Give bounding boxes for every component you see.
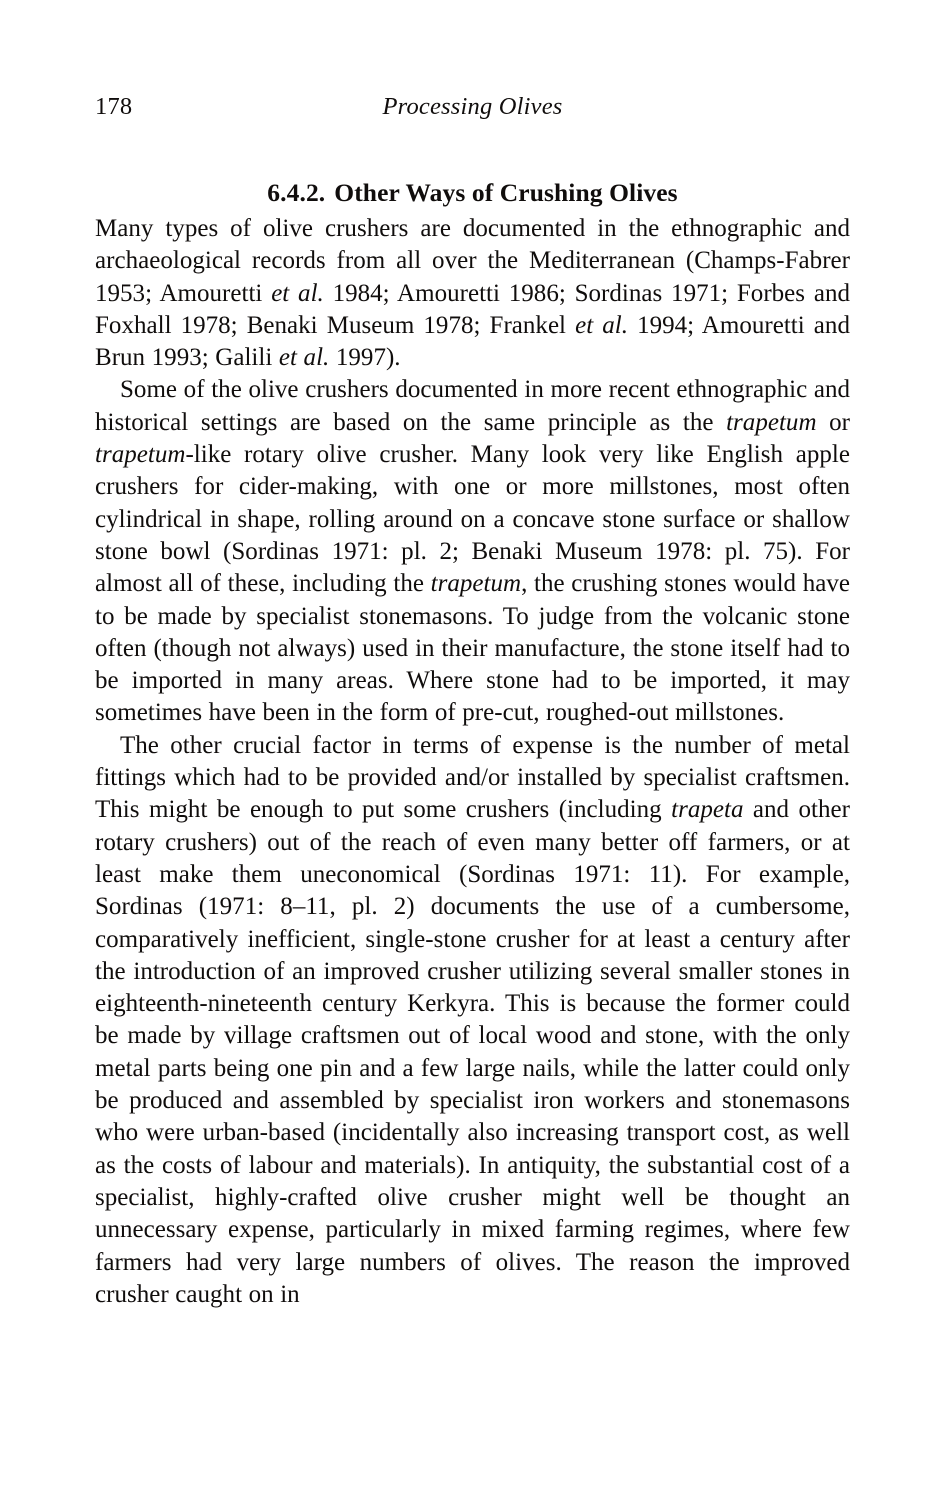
section-number: 6.4.2. <box>267 178 326 208</box>
text-run: or <box>816 408 851 436</box>
text-run: and other rotary crushers) out of the reach of even many better off farmers, or at least make them uneconomical (Sordinas 1971: 11). For example, Sordinas (1971: 8–11, pl. 2) documents the use of a cumbersome, comparatively inefficient, single-stone crusher for at least a century after the introduction of an improved crusher utilizing several smaller stones in eighteenth-nineteenth century Kerkyra. This is because the former could be made by village craftsmen out of local wood and stone, with the only metal parts being one pin and a few large nails, while the latter could only be produced and assembled by specialist iron workers and stonemasons who were urban-based (incidentally also increasing transport cost, as well as the costs of labour and materials). In antiquity, the substantial cost of a specialist, highly-crafted olive crusher might well be thought an unnecessary expense, particularly in mixed farming regimes, where few farmers had very large numbers of olives. The reason the improved crusher caught on in <box>95 796 850 1308</box>
body-paragraph <box>95 730 850 1311</box>
italic-term: et al. <box>271 279 324 307</box>
body-text-column <box>95 213 850 1311</box>
italic-term: trapetum <box>430 570 522 598</box>
text-run: The other crucial factor in terms of expense is the number of metal fittings which had to be provided and/or installed by specialist craftsmen. This might be enough to put some crushers (including <box>95 731 850 824</box>
italic-term: trapetum <box>726 408 817 436</box>
page-number: 178 <box>95 93 133 120</box>
text-run: Some of the olive crushers documented in more recent ethnographic and historical settings are based on the same principle as the <box>95 376 850 436</box>
text-run: 1994; Amouretti and Brun 1993; Galili <box>95 311 850 372</box>
text-run: , the crushing stones would have to be made by specialist stonemasons. To judge from the volcanic stone often (though not always) used in their manufacture, the stone itself had to be imported in many areas. Where stone had to be imported, it may sometimes have been in the form of pre-cut, roughed-out millstones. <box>95 570 850 727</box>
italic-term: trapeta <box>671 796 744 824</box>
text-run: -like rotary olive crusher. Many look very like English apple crushers for cider-making, with one or more millstones, most often cylindrical in shape, rolling around on a concave stone surface or shallow stone bowl (Sordinas 1971: pl. 2; Benaki Museum 1978: pl. 75). For almost all of these, including the <box>95 441 850 598</box>
italic-term: et al. <box>278 344 330 372</box>
section-title: Other Ways of Crushing Olives <box>334 178 678 208</box>
body-paragraph <box>95 213 850 374</box>
text-run: Many types of olive crushers are documented in the ethnographic and archaeological records from all over the Mediterranean (Champs-Fabrer 1953; Amouretti <box>95 215 850 307</box>
section-heading <box>95 176 850 210</box>
text-run: 1984; Amouretti 1986; Sordinas 1971; Forbes and Foxhall 1978; Benaki Museum 1978; Frankel <box>95 279 850 339</box>
running-head <box>95 92 850 122</box>
italic-term: et al. <box>575 311 628 339</box>
running-head-title: Processing Olives <box>382 93 563 120</box>
text-run: 1997). <box>329 344 401 372</box>
body-paragraph <box>95 374 850 729</box>
italic-term: trapetum <box>95 441 186 469</box>
